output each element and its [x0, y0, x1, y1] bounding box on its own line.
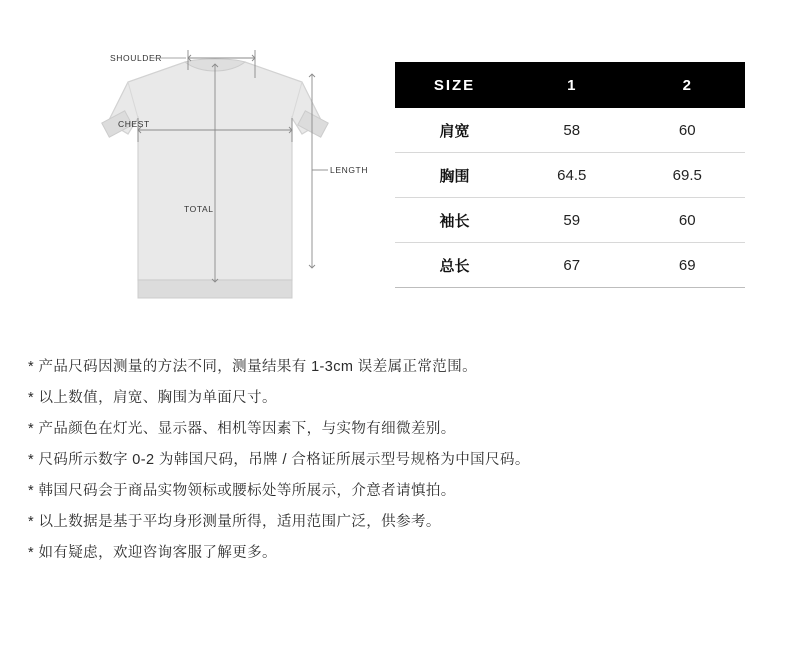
table-row	[395, 153, 745, 198]
row-label-shoulder: 肩宽	[439, 122, 470, 140]
column-header-2: 2	[630, 62, 746, 108]
row-label-total-length: 总长	[439, 257, 470, 275]
cell-shoulder-size1: 58	[563, 121, 581, 139]
row-label-sleeve: 袖长	[439, 212, 470, 230]
label-chest: CHEST	[118, 119, 150, 129]
cell-chest-size1: 64.5	[557, 166, 587, 184]
note-item: * 如有疑虑，欢迎咨询客服了解更多。	[28, 545, 277, 561]
note-item: * 以上数值，肩宽、胸围为单面尺寸。	[28, 390, 277, 406]
size-table-body	[395, 108, 745, 288]
label-total: TOTAL	[184, 204, 214, 214]
table-header-row	[395, 62, 745, 108]
cell-shoulder-size2: 60	[678, 121, 696, 139]
cell-sleeve-size1: 59	[563, 211, 581, 229]
cell-total-size2: 69	[678, 256, 696, 274]
table-row	[395, 108, 745, 153]
cell-total-size1: 67	[563, 256, 581, 274]
table-row	[395, 243, 745, 288]
measure-length	[309, 74, 328, 268]
note-item: * 产品尺码因测量的方法不同，测量结果有 1-3cm 误差属正常范围。	[28, 359, 478, 375]
note-item: * 以上数据是基于平均身形测量所得，适用范围广泛，供参考。	[28, 514, 441, 530]
column-header-size: SIZE	[395, 62, 514, 108]
garment-illustration	[40, 30, 390, 310]
label-shoulder: SHOULDER	[110, 53, 163, 63]
note-item: * 尺码所示数字 0-2 为韩国尺码，吊牌 / 合格证所展示型号规格为中国尺码。	[28, 452, 530, 468]
table-row	[395, 198, 745, 243]
cell-sleeve-size2: 60	[678, 211, 696, 229]
cell-chest-size2: 69.5	[672, 166, 702, 184]
note-item: * 韩国尺码会于商品实物领标或腰标处等所展示，介意者请慎拍。	[28, 483, 456, 499]
column-header-1: 1	[514, 62, 630, 108]
note-item: * 产品颜色在灯光、显示器、相机等因素下，与实物有细微差别。	[28, 421, 456, 437]
notes-list	[28, 352, 728, 569]
label-length: LENGTH	[330, 165, 369, 175]
row-label-chest: 胸围	[439, 167, 470, 185]
size-table	[395, 62, 745, 288]
size-table-head	[395, 62, 745, 108]
